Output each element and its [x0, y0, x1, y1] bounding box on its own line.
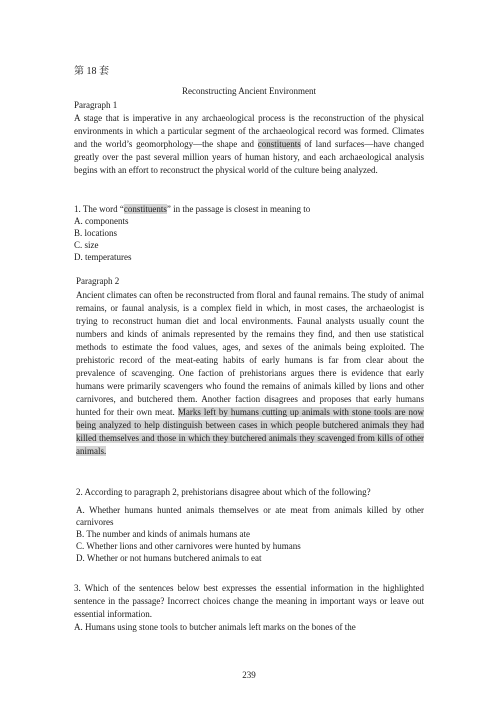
paragraph-2-label: Paragraph 2 [76, 276, 120, 286]
question-1-option-d[interactable]: D. temperatures [74, 252, 132, 262]
question-2-option-a[interactable]: A. Whether humans hunted animals themselves or ate meat from animals killed by other carnivores [76, 505, 424, 527]
question-2-option-d[interactable]: D. Whether or not humans butchered animals to eat [76, 553, 262, 563]
question-1 [74, 203, 310, 263]
question-3-stem: 3. Which of the sentences below best expresses the essential information in the highlighted sentence in the passage? Incorrect choices change the meaning in important ways or leave out essential information. [74, 583, 424, 619]
question-2 [76, 486, 424, 564]
question-1-option-c[interactable]: C. size [74, 240, 99, 250]
question-3 [74, 582, 424, 634]
set-label: 第 18 套 [74, 66, 109, 77]
paragraph-1-label: Paragraph 1 [74, 100, 118, 110]
question-2-option-c[interactable]: C. Whether lions and other carnivores were hunted by humans [76, 541, 301, 551]
question-3-option-a[interactable]: A. Humans using stone tools to butcher animals left marks on the bones of the [74, 622, 356, 632]
question-1-stem: 1. The word “constituents” in the passage is closest in meaning to [74, 204, 311, 214]
page-number: 239 [242, 670, 256, 680]
highlighted-word: constituents [257, 139, 301, 149]
paragraph-2-text: Ancient climates can often be reconstructed from floral and faunal remains. The study of animal remains, or faunal analysis, is a complex field in which, in most cases, the archaeologist is trying to reconstruct human diet and local environments. Faunal analysts usually count the numbers and kinds of animals represented by the remains they find, and then use statistical methods to estimate the food values, ages, and sexes of the animals being exploited. The prehistoric record of the meat-eating habits of early humans is far from clear about the prevalence of scavenging. One faction of prehistorians argues there is evidence that early humans were primarily scavengers who found the remains of animals killed by lions and other carnivores, and butchered them. Another faction disagrees and proposes that early humans hunted for their own meat. Marks left by humans cutting up animals with stone tools are now being analyzed to help distinguish between cases in which people butchered animals they had killed themselves and those in which they butchered animals they scavenged from kills of other animals. [76, 290, 424, 456]
question-1-option-b[interactable]: B. locations [74, 228, 117, 238]
question-2-option-b[interactable]: B. The number and kinds of animals humans ate [76, 529, 251, 539]
question-1-option-a[interactable]: A. components [74, 216, 129, 226]
highlighted-sentence: Marks left by humans cutting up animals with stone tools are now being analyzed to help distinguish between cases in which people butchered animals they had killed themselves and those in which they butchered animals they scavenged from kills of other animals. [76, 407, 424, 456]
paragraph-1-text: A stage that is imperative in any archaeological process is the reconstruction of the physical environments in which a particular segment of the archaeological record was formed. Climates and the world’s geomorphology—the shape and constituents of land surfaces—have changed greatly over the past several million years of human history, and each archaeological analysis begins with an effort to reconstruct the physical world of the culture being analyzed. [74, 113, 424, 175]
highlighted-word: constituents [123, 204, 167, 214]
question-2-stem: 2. According to paragraph 2, prehistorians disagree about which of the following? [76, 487, 371, 497]
article-title: Reconstructing Ancient Environment [182, 86, 316, 96]
